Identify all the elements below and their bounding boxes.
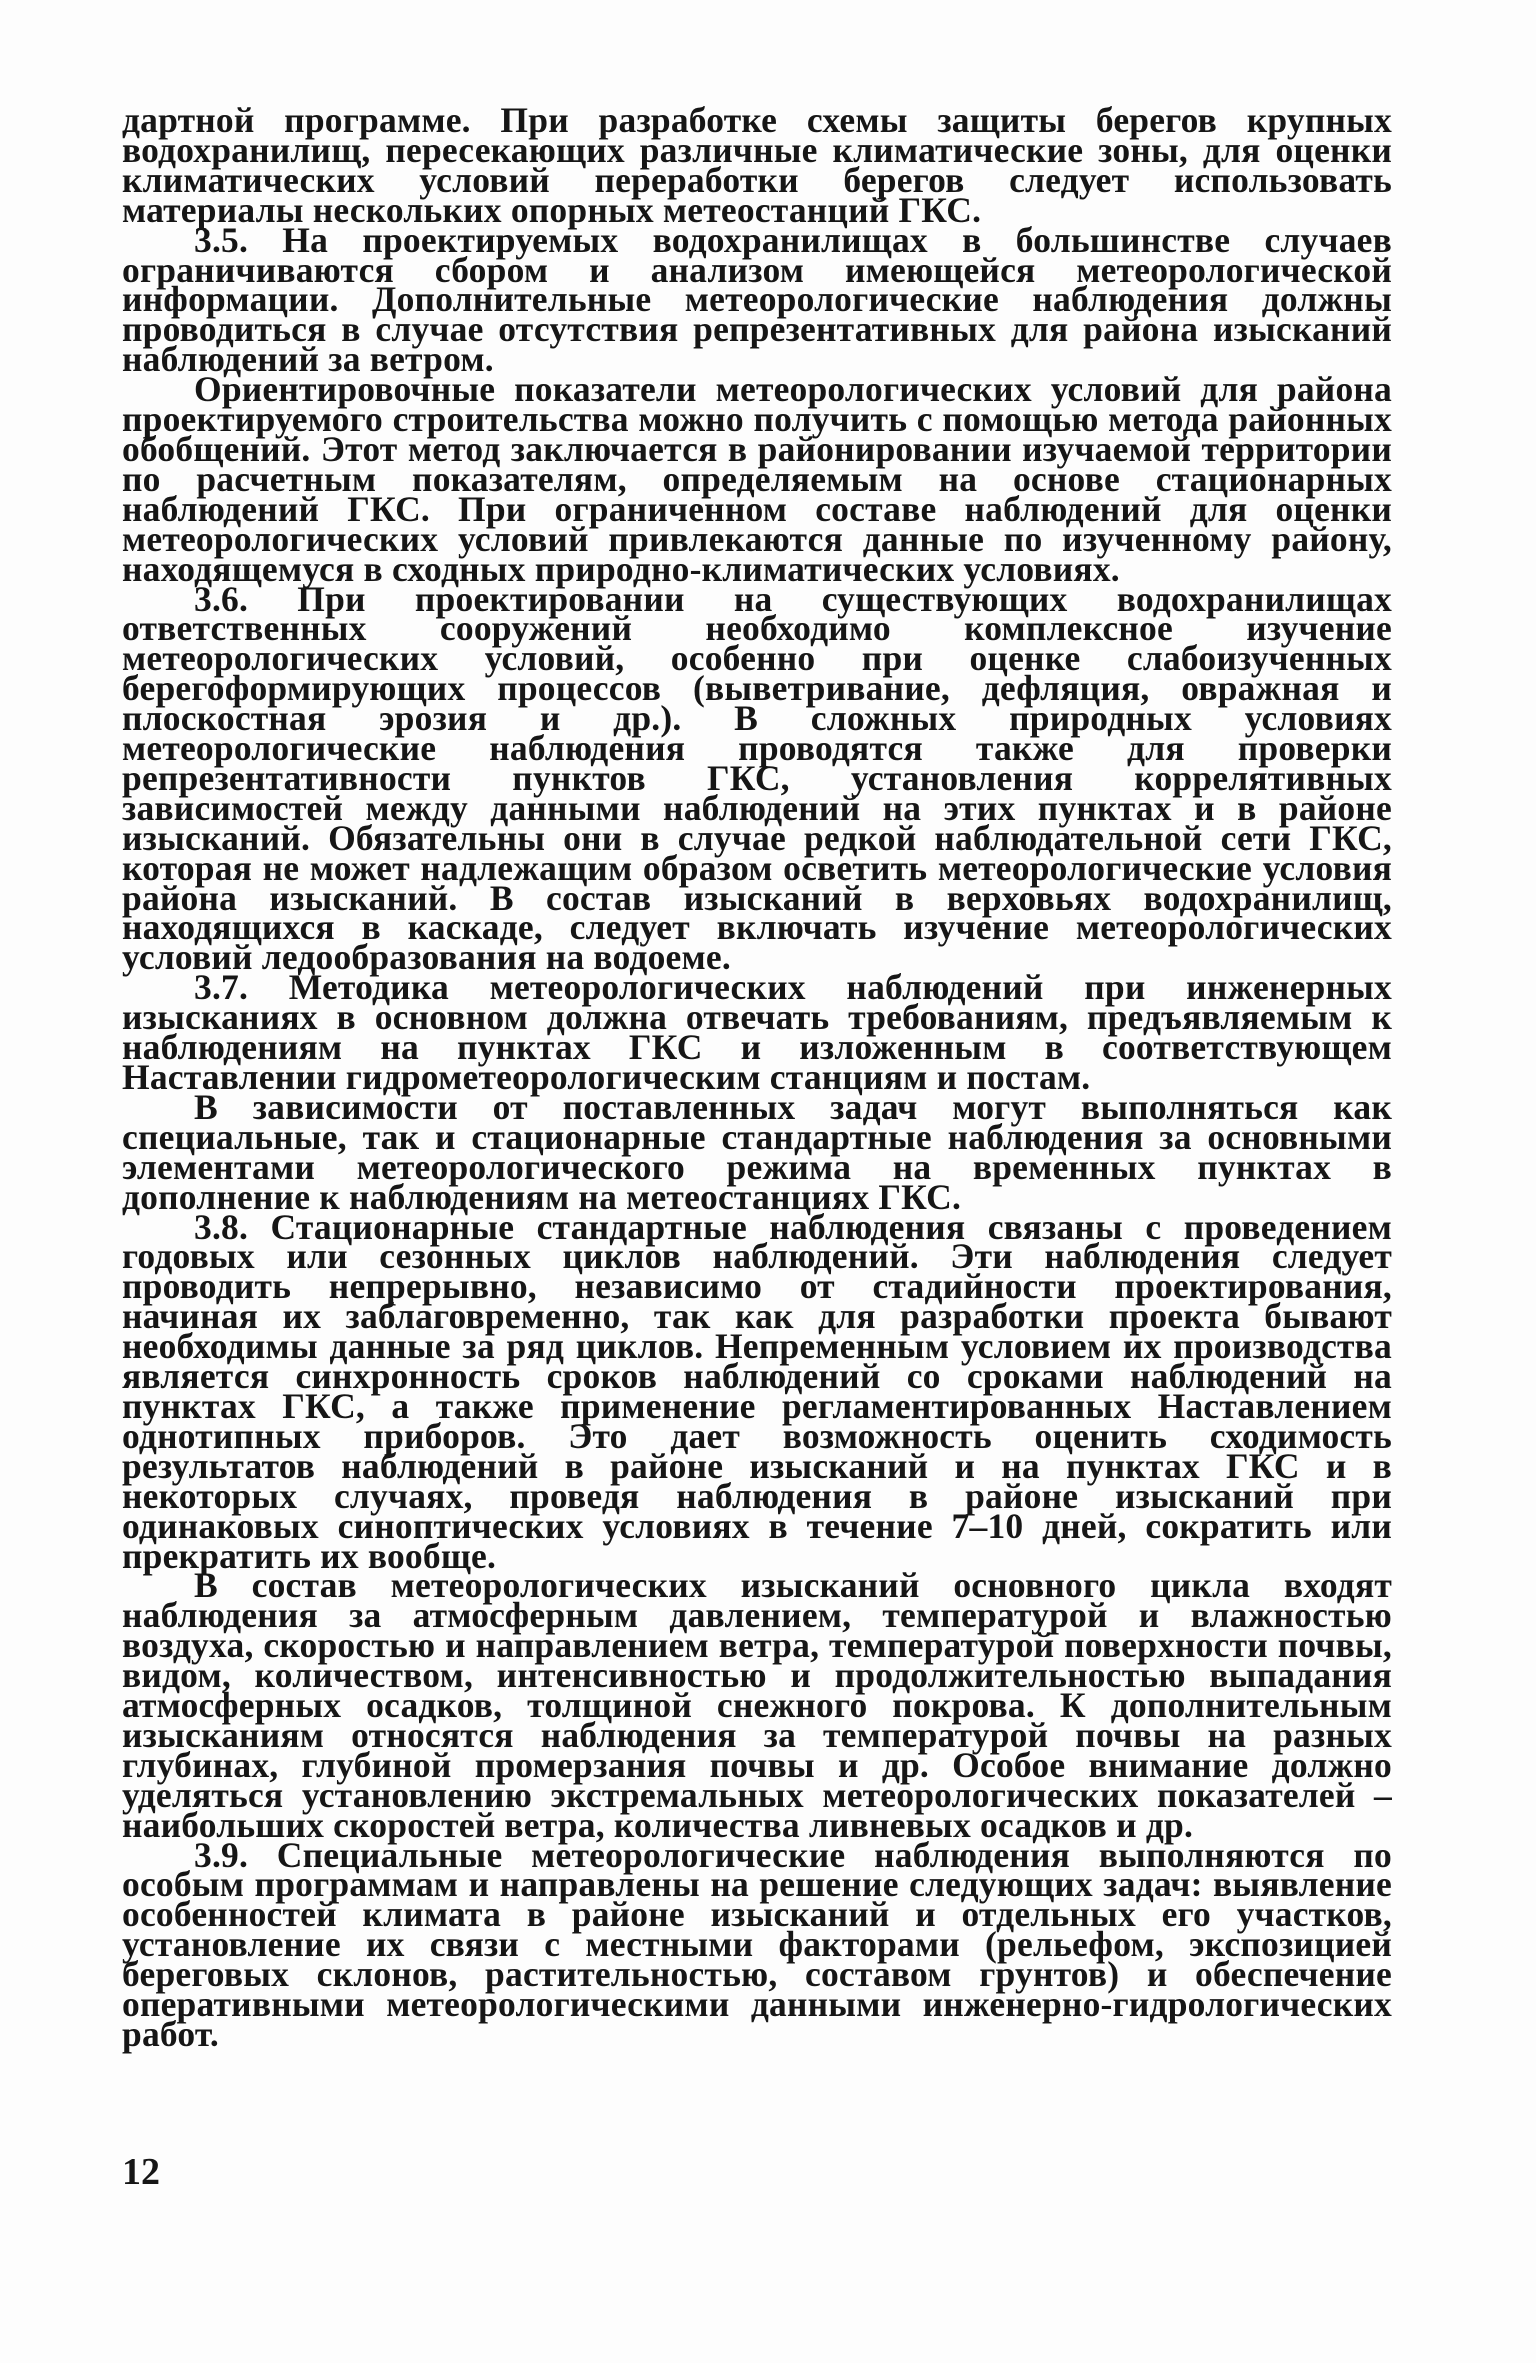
paragraph-main-cycle: В состав метеорологических изысканий основного цикла входят наблюдения за атмосферным давлением, температурой и влажностью воздуха, скоростью и направлением ветра, температурой поверхности почвы, видом, количеством, интенсивностью и продолжительностью выпадания атмосферных осадков, толщиной снежного покрова. К дополнительным изысканиям относятся наблюдения за температурой почвы на разных глубинах, глубиной промерзания почвы и др. Особое внимание должно уделяться установлению экстремальных метеорологических показателей – наибольших скоростей ветра, количества ливневых осадков и др. xyxy=(122,1565,1392,1845)
paragraph-regional-generalization: Ориентировочные показатели метеорологических условий для района проектируемого строительства можно получить с помощью метода районных обобщений. Этот метод заключается в районировании изучаемой территории по расчетным показателям, определяемым на основе стационарных наблюдений ГКС. При ограниченном составе наблюдений для оценки метеорологических условий привлекаются данные по изученному району, находящемуся в сходных природно-климатических условиях. xyxy=(122,369,1392,589)
paragraph-3-7: 3.7. Методика метеорологических наблюдений при инженерных изысканиях в основном должна отвечать требованиям, предъявляемым к наблюдениям на пунктах ГКС и изложенным в соответствующем Наставлении гидрометеорологическим станциям и постам. xyxy=(122,967,1392,1097)
paragraph-3-9: 3.9. Специальные метеорологические наблюдения выполняются по особым программам и направлены на решение следующих задач: выявление особенностей климата в районе изысканий и отдельных его участков, установление их связи с местными факторами (рельефом, экспозицией береговых склонов, растительностью, составом грунтов) и обеспечение оперативными метеорологическими данными инженерно-гидрологических работ. xyxy=(122,1834,1392,2054)
paragraph-3-5: 3.5. На проектируемых водохранилищах в большинстве случаев ограничиваются сбором и анализом имеющейся метеорологической информации. Дополнительные метеорологические наблюдения должны проводиться в случае отсутствия репрезентативных для района изысканий наблюдений за ветром. xyxy=(122,219,1392,380)
paragraph-3-6: 3.6. При проектировании на существующих водохранилищах ответственных сооружений необходимо комплексное изучение метеорологических условий, особенно при оценке слабоизученных берегоформирующих процессов (выветривание, дефляция, овражная и плоскостная эрозия и др.). В сложных природных условиях метеорологические наблюдения проводятся также для проверки репрезентативности пунктов ГКС, установления коррелятивных зависимостей между данными наблюдений на этих пунктах и в районе изысканий. Обязательны они в случае редкой наблюдательной сети ГКС, которая не может надлежащим образом осветить метеорологические условия района изысканий. В состав изысканий в верховьях водохранилищ, находящихся в каскаде, следует включать изучение метеорологических условий ледообразования на водоеме. xyxy=(122,578,1392,978)
page-number: 12 xyxy=(122,2151,160,2193)
body-text xyxy=(122,100,1392,2054)
paragraph-3-8: 3.8. Стационарные стандартные наблюдения связаны с проведением годовых или сезонных циклов наблюдений. Эти наблюдения следует проводить непрерывно, независимо от стадийности проектирования, начиная их заблаговременно, так как для разработки проекта бывают необходимы данные за ряд циклов. Непременным условием их производства является синхронность сроков наблюдений со сроками наблюдений на пунктах ГКС, а также применение регламентированных Наставлением однотипных приборов. Это дает возможность оценить сходимость результатов наблюдений в районе изысканий и на пунктах ГКС и в некоторых случаях, проведя наблюдения в районе изысканий при одинаковых синоптических условиях в течение 7–10 дней, сократить или прекратить их вообще. xyxy=(122,1206,1392,1576)
paragraph-observation-types: В зависимости от поставленных задач могут выполняться как специальные, так и стационарные стандартные наблюдения за основными элементами метеорологического режима на временных пунктах в дополнение к наблюдениям на метеостанциях ГКС. xyxy=(122,1086,1392,1217)
paragraph-continuation: дартной программе. При разработке схемы защиты берегов крупных водохранилищ, пересекающих различные климатические зоны, для оценки климатических условий переработки берегов следует использовать материалы нескольких опорных метеостанций ГКС. xyxy=(122,100,1392,230)
